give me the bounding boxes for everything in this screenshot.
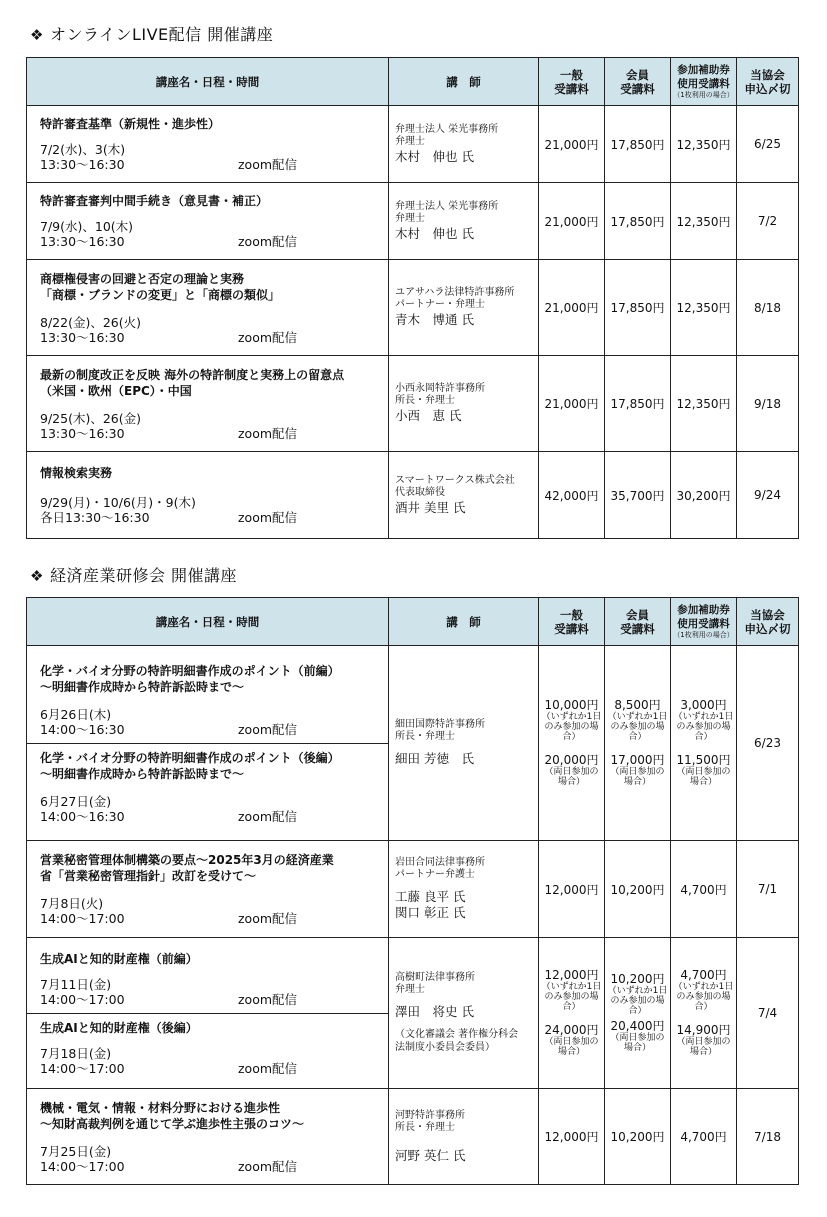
instructor-cell — [389, 106, 539, 183]
general-fee: 12,000円 — [539, 1089, 605, 1185]
course-date: 7月25日(金) 14:00～17:00 — [40, 1143, 125, 1174]
member-fee: 17,850円 — [605, 183, 671, 260]
course-cell — [27, 356, 389, 452]
header-member-fee: 会員 受講料 — [605, 598, 671, 646]
member-fee: 10,200円 — [605, 1089, 671, 1185]
course-venue: zoom配信 — [238, 510, 298, 525]
course-title: 営業秘密管理体制構築の要点～2025年3月の経済産業 省「営業秘密管理指針」改訂を受けて～ — [40, 853, 334, 883]
table-row — [27, 938, 799, 1089]
subsidy-fee: 12,350円 — [671, 183, 737, 260]
subsidy-fee: 30,200円 — [671, 452, 737, 539]
member-fee: 17,850円 — [605, 260, 671, 356]
course-venue: zoom配信 — [238, 1158, 298, 1174]
online-courses-table — [26, 57, 799, 106]
fee-both-days: 11,500円 — [676, 753, 731, 767]
course-venue: zoom配信 — [238, 808, 298, 824]
instructor-cell — [389, 1089, 539, 1185]
subsidy-fee — [671, 646, 737, 841]
header-member-fee: 会員 受講料 — [605, 58, 671, 106]
subsidy-fee: 12,350円 — [671, 260, 737, 356]
course-date: 6月27日(金) 14:00～16:30 — [40, 793, 125, 824]
deadline: 9/18 — [737, 356, 799, 452]
table-row — [27, 183, 799, 260]
deadline: 7/1 — [737, 841, 799, 938]
instructor-cell — [389, 260, 539, 356]
course-date: 7月11日(金) 14:00～17:00 — [40, 976, 125, 1007]
member-fee — [605, 646, 671, 841]
instructor-cell — [389, 183, 539, 260]
header-subsidy-fee — [671, 58, 737, 106]
course-date: 7/9(水)、10(木) 13:30～16:30 — [40, 219, 134, 249]
fee-one-day-note: （いずれか1日 のみ参加の場 合） — [673, 982, 734, 1012]
course-title: 特許審査基準（新規性・進歩性） — [40, 117, 221, 131]
member-fee: 10,200円 — [605, 841, 671, 938]
course-date: 7月18日(金) 14:00～17:00 — [40, 1045, 125, 1076]
instructor-cell — [389, 452, 539, 539]
course-title: 商標権侵害の回避と否定の理論と実務 「商標・ブランドの変更」と「商標の類似」 — [40, 271, 281, 302]
table-row — [27, 356, 799, 452]
subsidy-fee: 4,700円 — [671, 841, 737, 938]
course-cell — [27, 106, 389, 183]
instructor-org: 岩田合同法律事務所 パートナー弁護士 — [395, 857, 485, 880]
course-part-first — [27, 951, 388, 1014]
meti-courses-body — [26, 645, 799, 1185]
instructor-cell — [389, 646, 539, 841]
general-fee: 21,000円 — [539, 356, 605, 452]
course-title: 最新の制度改正を反映 海外の特許制度と実務上の留意点 （米国・欧州（EPC）・中国 — [40, 367, 345, 398]
instructor-cell — [389, 841, 539, 938]
fee-one-day: 10,000円 — [544, 698, 599, 712]
instructor-name: 工藤 良平 氏 関口 彰正 氏 — [395, 889, 466, 920]
course-cell — [27, 938, 389, 1089]
course-title: 化学・バイオ分野の特許明細書作成のポイント（前編） ～明細書作成時から特許訴訟時まで～ — [40, 663, 340, 694]
header-subsidy-label: 参加補助券 使用受講料 — [677, 604, 730, 630]
course-title: 機械・電気・情報・材料分野における進歩性 ～知財高裁判例を通じて学ぶ進歩性主張のコツ～ — [40, 1100, 305, 1131]
course-date: 6月26日(木) 14:00～16:30 — [40, 706, 125, 737]
fee-both-days-note: （両日参加の 場合） — [676, 1037, 731, 1057]
fee-both-days-note: （両日参加の 場合） — [610, 767, 665, 787]
course-date: 9/25(木)、26(金) 13:30～16:30 — [40, 410, 141, 441]
course-cell — [27, 452, 389, 539]
course-title: 生成AIと知的財産権（後編） — [40, 1020, 198, 1035]
fee-one-day-note: （いずれか1日 のみ参加の場 合） — [607, 712, 668, 742]
online-courses-body — [26, 105, 799, 539]
instructor-org: スマートワークス株式会社 代表取締役 — [395, 474, 515, 498]
member-fee: 17,850円 — [605, 356, 671, 452]
general-fee — [539, 938, 605, 1089]
instructor-org: 弁理士法人 栄光事務所 弁理士 — [395, 200, 499, 224]
section-title-online — [30, 22, 273, 45]
diamond-bullet-icon: ❖ — [30, 26, 44, 44]
fee-one-day-note: （いずれか1日 のみ参加の場 合） — [607, 986, 668, 1016]
header-subsidy-label: 参加補助券 使用受講料 — [677, 64, 730, 90]
table-row — [27, 1089, 799, 1185]
course-cell — [27, 646, 389, 841]
general-fee — [539, 646, 605, 841]
course-cell — [27, 183, 389, 260]
meti-courses-table — [26, 597, 799, 646]
course-venue: zoom配信 — [238, 425, 298, 441]
subsidy-fee: 4,700円 — [671, 1089, 737, 1185]
section-title-meti — [30, 563, 237, 586]
fee-both-days-note: （両日参加の 場合） — [676, 767, 731, 787]
course-date: 9/29(月)・10/6(月)・9(木) 各日13:30～16:30 — [40, 495, 196, 525]
course-venue: zoom配信 — [238, 329, 298, 345]
fee-one-day-note: （いずれか1日 のみ参加の場 合） — [541, 982, 602, 1012]
instructor-name: 木村 伸也 氏 — [395, 225, 474, 241]
instructor-org: 小西永岡特許事務所 所長・弁理士 — [395, 383, 485, 406]
course-part-first — [27, 663, 388, 744]
instructor-org: 高樹町法律事務所 弁理士 — [395, 972, 475, 995]
header-subsidy-note: （1枚利用の場合） — [673, 91, 734, 99]
fee-both-days: 17,000円 — [610, 753, 665, 767]
fee-one-day: 10,200円 — [610, 972, 665, 986]
member-fee — [605, 938, 671, 1089]
fee-one-day: 4,700円 — [680, 968, 727, 982]
instructor-org: 弁理士法人 栄光事務所 弁理士 — [395, 123, 499, 147]
deadline: 6/25 — [737, 106, 799, 183]
general-fee: 12,000円 — [539, 841, 605, 938]
header-general-fee: 一般 受講料 — [539, 58, 605, 106]
course-date: 7/2(水)、3(木) 13:30～16:30 — [40, 142, 126, 172]
instructor-name: 細田 芳徳 氏 — [395, 751, 474, 766]
header-subsidy-note: （1枚利用の場合） — [673, 631, 734, 639]
fee-one-day-note: （いずれか1日 のみ参加の場 合） — [673, 712, 734, 742]
general-fee: 21,000円 — [539, 106, 605, 183]
course-venue: zoom配信 — [238, 911, 298, 926]
course-venue: zoom配信 — [238, 721, 298, 737]
course-cell — [27, 1089, 389, 1185]
course-title: 情報検索実務 — [40, 466, 113, 480]
general-fee: 21,000円 — [539, 183, 605, 260]
course-date: 8/22(金)、26(火) 13:30～16:30 — [40, 314, 141, 345]
deadline: 9/24 — [737, 452, 799, 539]
member-fee: 17,850円 — [605, 106, 671, 183]
section-title-text: オンラインLIVE配信 開催講座 — [49, 25, 274, 44]
header-deadline: 当協会 申込〆切 — [737, 58, 799, 106]
fee-both-days: 14,900円 — [676, 1023, 731, 1037]
fee-both-days-note: （両日参加の 場合） — [610, 1033, 665, 1053]
deadline: 7/18 — [737, 1089, 799, 1185]
instructor-org: 河野特許事務所 所長・弁理士 — [395, 1109, 465, 1133]
fee-both-days: 20,400円 — [610, 1019, 665, 1033]
header-course: 講座名・日程・時間 — [27, 58, 389, 106]
instructor-name: 酒井 美里 氏 — [395, 499, 466, 515]
table-row — [27, 106, 799, 183]
fee-one-day-note: （いずれか1日 のみ参加の場 合） — [541, 712, 602, 742]
course-part-second — [40, 1014, 378, 1076]
table-row — [27, 452, 799, 539]
instructor-name: 小西 恵 氏 — [395, 408, 462, 423]
instructor-name: 木村 伸也 氏 — [395, 148, 474, 164]
deadline: 7/4 — [737, 938, 799, 1089]
course-cell — [27, 841, 389, 938]
deadline: 8/18 — [737, 260, 799, 356]
instructor-cell — [389, 938, 539, 1089]
header-course: 講座名・日程・時間 — [27, 598, 389, 646]
table-header-row — [27, 598, 799, 646]
deadline: 6/23 — [737, 646, 799, 841]
header-general-fee: 一般 受講料 — [539, 598, 605, 646]
deadline: 7/2 — [737, 183, 799, 260]
instructor-org: ユアサハラ法律特許事務所 パートナー・弁理士 — [395, 287, 515, 310]
course-part-second — [40, 744, 378, 824]
course-venue: zoom配信 — [238, 157, 298, 172]
course-venue: zoom配信 — [238, 234, 298, 249]
fee-both-days: 20,000円 — [544, 753, 599, 767]
fee-one-day: 12,000円 — [544, 968, 599, 982]
section-title-text: 経済産業研修会 開催講座 — [49, 566, 238, 585]
instructor-name: 青木 博通 氏 — [395, 312, 474, 327]
general-fee: 42,000円 — [539, 452, 605, 539]
member-fee: 35,700円 — [605, 452, 671, 539]
instructor-org: 細田国際特許事務所 所長・弁理士 — [395, 719, 485, 742]
subsidy-fee: 12,350円 — [671, 106, 737, 183]
instructor-cell — [389, 356, 539, 452]
instructor-name: 河野 英仁 氏 — [395, 1147, 466, 1163]
course-venue: zoom配信 — [238, 991, 298, 1007]
header-instructor: 講 師 — [389, 58, 539, 106]
course-date: 7月8日(火) 14:00～17:00 — [40, 896, 125, 926]
table-header-row — [27, 58, 799, 106]
table-row — [27, 646, 799, 841]
table-row — [27, 260, 799, 356]
fee-both-days-note: （両日参加の 場合） — [544, 1037, 599, 1057]
header-instructor: 講 師 — [389, 598, 539, 646]
course-cell — [27, 260, 389, 356]
fee-one-day: 3,000円 — [680, 698, 727, 712]
course-title: 特許審査審判中間手続き（意見書・補正） — [40, 194, 269, 208]
header-subsidy-fee — [671, 598, 737, 646]
course-title: 化学・バイオ分野の特許明細書作成のポイント（後編） ～明細書作成時から特許訴訟時まで～ — [40, 750, 340, 781]
fee-both-days-note: （両日参加の 場合） — [544, 767, 599, 787]
header-deadline: 当協会 申込〆切 — [737, 598, 799, 646]
course-title: 生成AIと知的財産権（前編） — [40, 951, 198, 966]
fee-one-day: 8,500円 — [614, 698, 661, 712]
diamond-bullet-icon: ❖ — [30, 567, 44, 585]
general-fee: 21,000円 — [539, 260, 605, 356]
table-row — [27, 841, 799, 938]
instructor-name: 澤田 将史 氏 — [395, 1004, 474, 1019]
instructor-note: （文化審議会 著作権分科会 法制度小委員会委員） — [395, 1029, 519, 1053]
fee-both-days: 24,000円 — [544, 1023, 599, 1037]
subsidy-fee: 12,350円 — [671, 356, 737, 452]
course-venue: zoom配信 — [238, 1060, 298, 1076]
subsidy-fee — [671, 938, 737, 1089]
